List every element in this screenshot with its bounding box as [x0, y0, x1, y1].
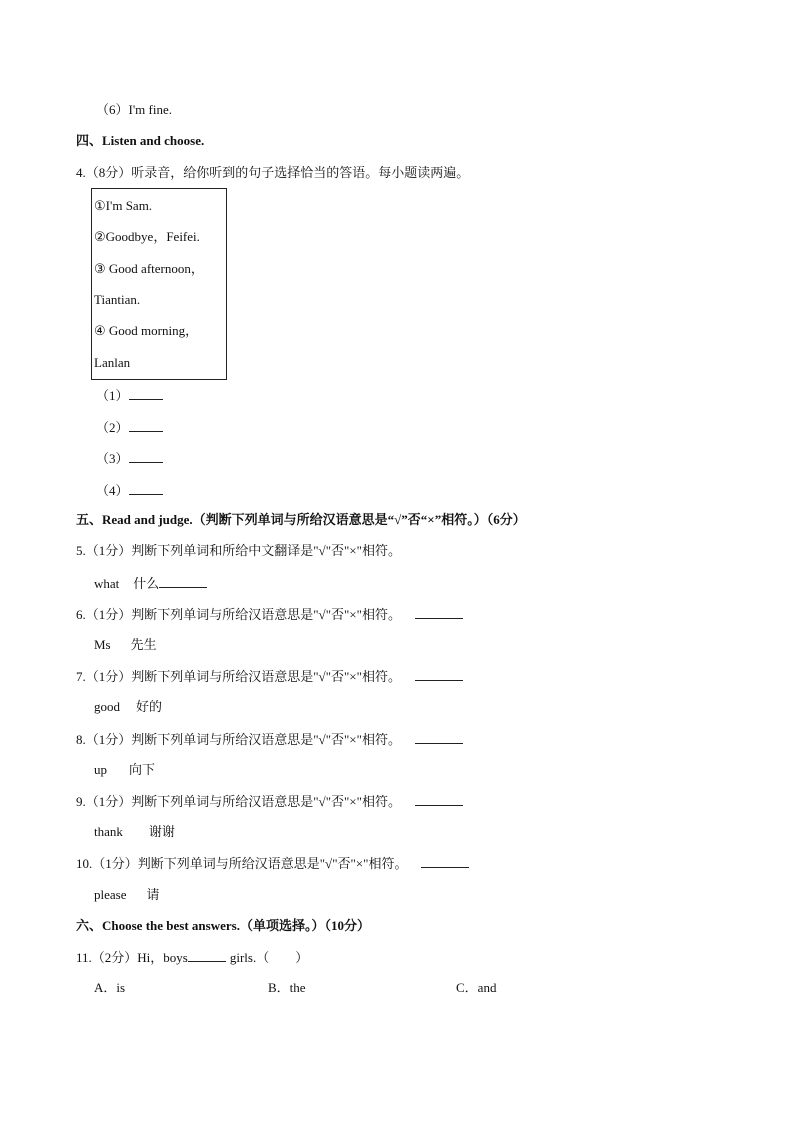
q6-english: Ms	[94, 637, 111, 652]
option-1: ①I'm Sam.	[94, 198, 153, 213]
q7-english: good	[94, 699, 120, 714]
answer-label-1: （1）	[96, 388, 129, 403]
question-9-text: 9.（1分）判断下列单词与所给汉语意思是"√"否"×"相符。	[76, 794, 401, 809]
question-11-part-1: 11.（2分）Hi，boys	[76, 950, 188, 965]
q9-blank[interactable]	[415, 792, 463, 806]
section-6-heading: 六、Choose the best answers.（单项选择。）（10分）	[76, 918, 370, 933]
question-9	[76, 792, 463, 811]
question-8	[76, 730, 463, 749]
answer-label-4: （4）	[96, 483, 129, 498]
option-4-line-1: ④ Good morning，	[94, 323, 199, 338]
option-4-line-2: Lanlan	[94, 355, 131, 370]
option-a[interactable]: A．is	[94, 980, 126, 995]
q8-chinese: 向下	[129, 762, 156, 777]
question-11	[76, 948, 308, 967]
question-8-text: 8.（1分）判断下列单词与所给汉语意思是"√"否"×"相符。	[76, 732, 401, 747]
question-5: 5.（1分）判断下列单词和所给中文翻译是"√"否"×"相符。	[76, 543, 401, 558]
question-11-part-2: girls.（ ）	[229, 950, 309, 965]
option-c[interactable]: C．and	[456, 980, 497, 995]
q5-chinese: 什么	[133, 576, 160, 591]
q7-chinese: 好的	[136, 699, 163, 714]
question-5-words	[94, 574, 207, 593]
question-7	[76, 667, 463, 686]
question-10-words	[94, 886, 160, 904]
option-b[interactable]: B．the	[268, 980, 306, 995]
answer-line-4	[96, 481, 163, 500]
answer-label-2: （2）	[96, 420, 129, 435]
item-6: （6）I'm fine.	[96, 102, 172, 117]
q11-blank[interactable]	[188, 948, 226, 962]
q6-chinese: 先生	[130, 637, 157, 652]
section-4-heading: 四、Listen and choose.	[76, 133, 205, 148]
answer-line-3	[96, 449, 163, 468]
section-5-heading: 五、Read and judge.（判断下列单词与所给汉语意思是“√”否“×”相符。）（6分）	[76, 512, 526, 527]
answer-blank-2[interactable]	[129, 418, 163, 432]
option-3-line-1: ③ Good afternoon，	[94, 261, 204, 276]
q7-blank[interactable]	[415, 667, 463, 681]
question-10-text: 10.（1分）判断下列单词与所给汉语意思是"√"否"×"相符。	[76, 856, 408, 871]
question-6	[76, 605, 463, 624]
option-3-line-2: Tiantian.	[94, 292, 141, 307]
answer-blank-4[interactable]	[129, 481, 163, 495]
answer-line-2	[96, 418, 163, 437]
q9-english: thank	[94, 824, 123, 839]
q6-blank[interactable]	[415, 605, 463, 619]
question-8-words	[94, 761, 155, 779]
question-6-text: 6.（1分）判断下列单词与所给汉语意思是"√"否"×"相符。	[76, 607, 401, 622]
q8-english: up	[94, 762, 107, 777]
q9-chinese: 谢谢	[148, 824, 175, 839]
options-box	[91, 188, 227, 380]
question-7-words	[94, 698, 162, 716]
answer-blank-1[interactable]	[129, 386, 163, 400]
answer-line-1	[96, 386, 163, 405]
question-4: 4.（8分）听录音，给你听到的句子选择恰当的答语。每小题读两遍。	[76, 165, 470, 180]
question-10	[76, 854, 469, 873]
answer-blank-3[interactable]	[129, 449, 163, 463]
question-9-words	[94, 823, 175, 841]
q10-blank[interactable]	[421, 854, 469, 868]
question-6-words	[94, 636, 157, 654]
question-7-text: 7.（1分）判断下列单词与所给汉语意思是"√"否"×"相符。	[76, 669, 401, 684]
q5-english: what	[94, 576, 120, 591]
q8-blank[interactable]	[415, 730, 463, 744]
q5-blank[interactable]	[159, 574, 207, 588]
answer-label-3: （3）	[96, 451, 129, 466]
q10-english: please	[94, 887, 127, 902]
option-2: ②Goodbye，Feifei.	[94, 229, 200, 244]
q10-chinese: 请	[146, 887, 160, 902]
